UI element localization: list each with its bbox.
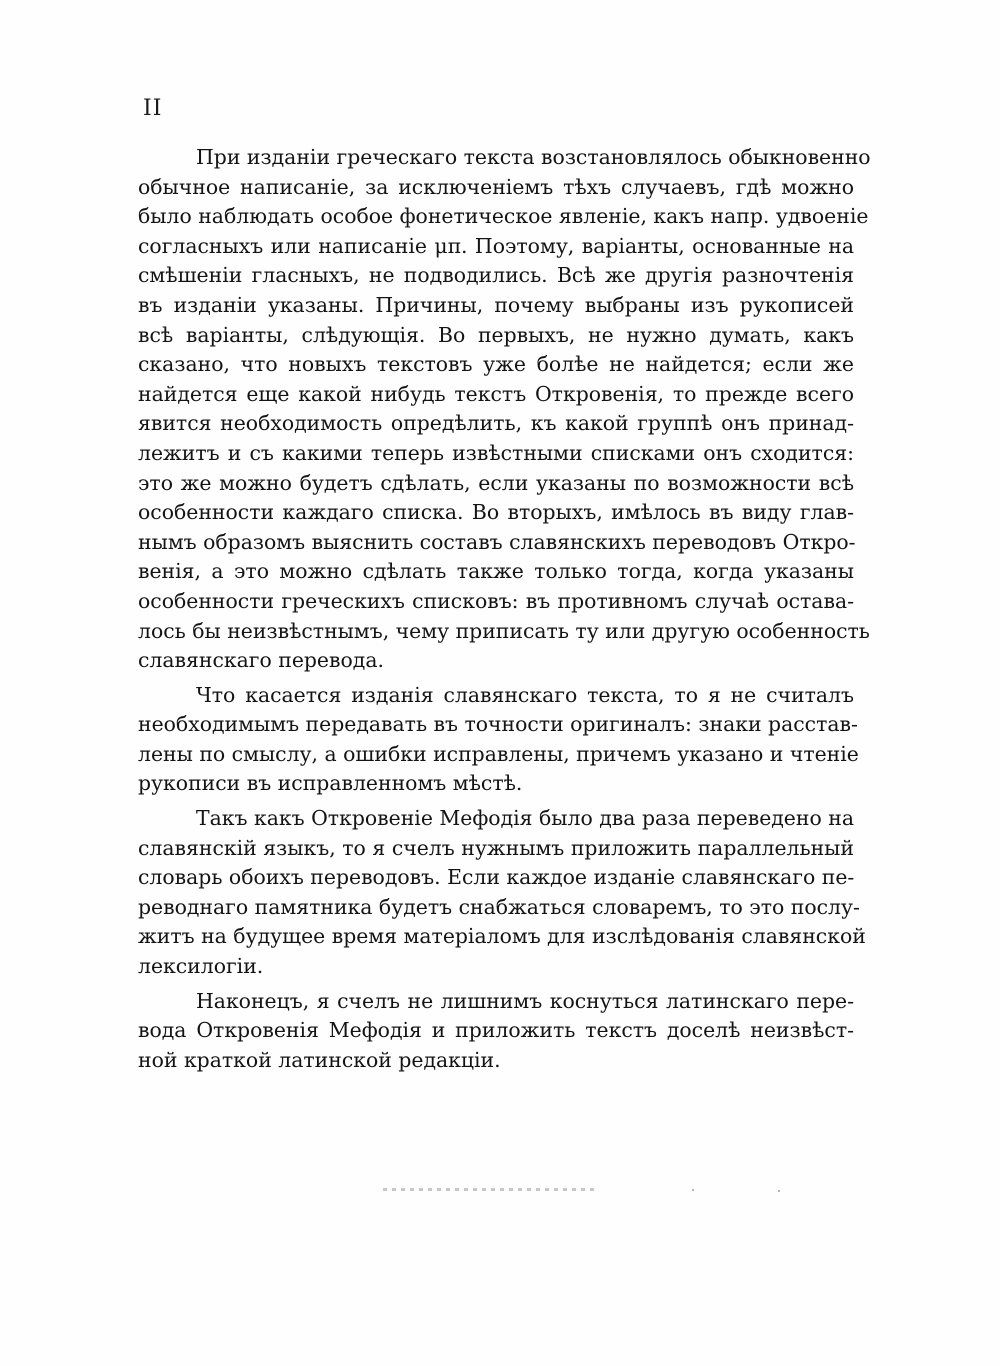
paragraph-slavonic-text-edition <box>138 681 859 799</box>
text-line: это же можно будетъ сдѣлать, если указаны по возможности всѣ <box>138 470 854 495</box>
text-line: славянскій языкъ, то я счелъ нужнымъ приложить параллельный <box>138 835 854 860</box>
text-line: венія, а это можно сдѣлать также только тогда, когда указаны <box>138 559 854 584</box>
text-line: въ изданіи указаны. Причины, почему выбраны изъ рукописей <box>138 292 854 317</box>
text-line: особенности каждаго списка. Во вторыхъ, имѣлось въ виду глав- <box>138 500 854 525</box>
text-line: житъ на будущее время матеріаломъ для изслѣдованія славянской <box>138 924 866 949</box>
text-line: нымъ образомъ выяснить составъ славянскихъ переводовъ Откро- <box>138 529 856 554</box>
text-line: было наблюдать особое фонетическое явленіе, какъ напр. удвоеніе <box>138 204 869 229</box>
text-line: сказано, что новыхъ текстовъ уже болѣе не найдется; если же <box>138 352 854 377</box>
text-line: ной краткой латинской редакціи. <box>138 1047 501 1072</box>
text-line: обычное написаніе, за исключеніемъ тѣхъ случаевъ, гдѣ можно <box>138 174 854 199</box>
text-line: особенности греческихъ списковъ: въ противномъ случаѣ остава- <box>138 588 854 613</box>
body-text <box>138 143 871 1075</box>
print-smudge <box>383 1188 595 1191</box>
paragraph-latin-translation <box>138 987 854 1076</box>
text-line: смѣшеніи гласныхъ, не подводились. Всѣ же другія разночтенія <box>138 263 854 288</box>
text-line: явится необходимость опредѣлить, къ какой группѣ онъ принад- <box>138 411 854 436</box>
text-line: рукописи въ исправленномъ мѣстѣ. <box>138 771 523 796</box>
text-line: реводнаго памятника будетъ снабжаться словаремъ, то это послу- <box>138 894 860 919</box>
text-line: славянскаго перевода. <box>138 648 384 673</box>
page-number: II <box>143 96 163 121</box>
text-line: необходимымъ передавать въ точности оригиналъ: знаки расстав- <box>138 712 858 737</box>
text-line: Такъ какъ Откровеніе Мефодія было два раза переведено на <box>196 806 854 831</box>
text-line: словарь обоихъ переводовъ. Если каждое изданіе славянскаго пе- <box>138 865 855 890</box>
text-line: лексилогіи. <box>138 954 264 979</box>
paragraph-parallel-dictionary <box>138 804 866 982</box>
text-line: При изданіи греческаго текста возстановлялось обыкновенно <box>196 145 871 169</box>
text-line: всѣ варіанты, слѣдующія. Во первыхъ, не нужно думать, какъ <box>138 322 854 347</box>
text-line: вода Откровенія Мефодія и приложить текстъ доселѣ неизвѣст- <box>138 1018 854 1043</box>
text-line: лежитъ и съ какими теперь извѣстными списками онъ сходится: <box>138 440 854 465</box>
text-line: лось бы неизвѣстнымъ, чему приписать ту или другую особенность <box>138 618 870 643</box>
text-line: Наконецъ, я счелъ не лишнимъ коснуться латинскаго пере- <box>196 988 854 1013</box>
text-line: Что касается изданія славянскаго текста, то я не считалъ <box>196 682 854 707</box>
text-line: лены по смыслу, а ошибки исправлены, причемъ указано и чтеніе <box>138 741 859 766</box>
print-speck <box>778 1190 780 1192</box>
paragraph-greek-text-edition <box>138 143 871 676</box>
text-line: найдется еще какой нибудь текстъ Откровенія, то прежде всего <box>138 381 854 406</box>
print-speck <box>692 1189 694 1191</box>
text-line: согласныхъ или написаніе μπ. Поэтому, варіанты, основанные на <box>138 233 854 258</box>
